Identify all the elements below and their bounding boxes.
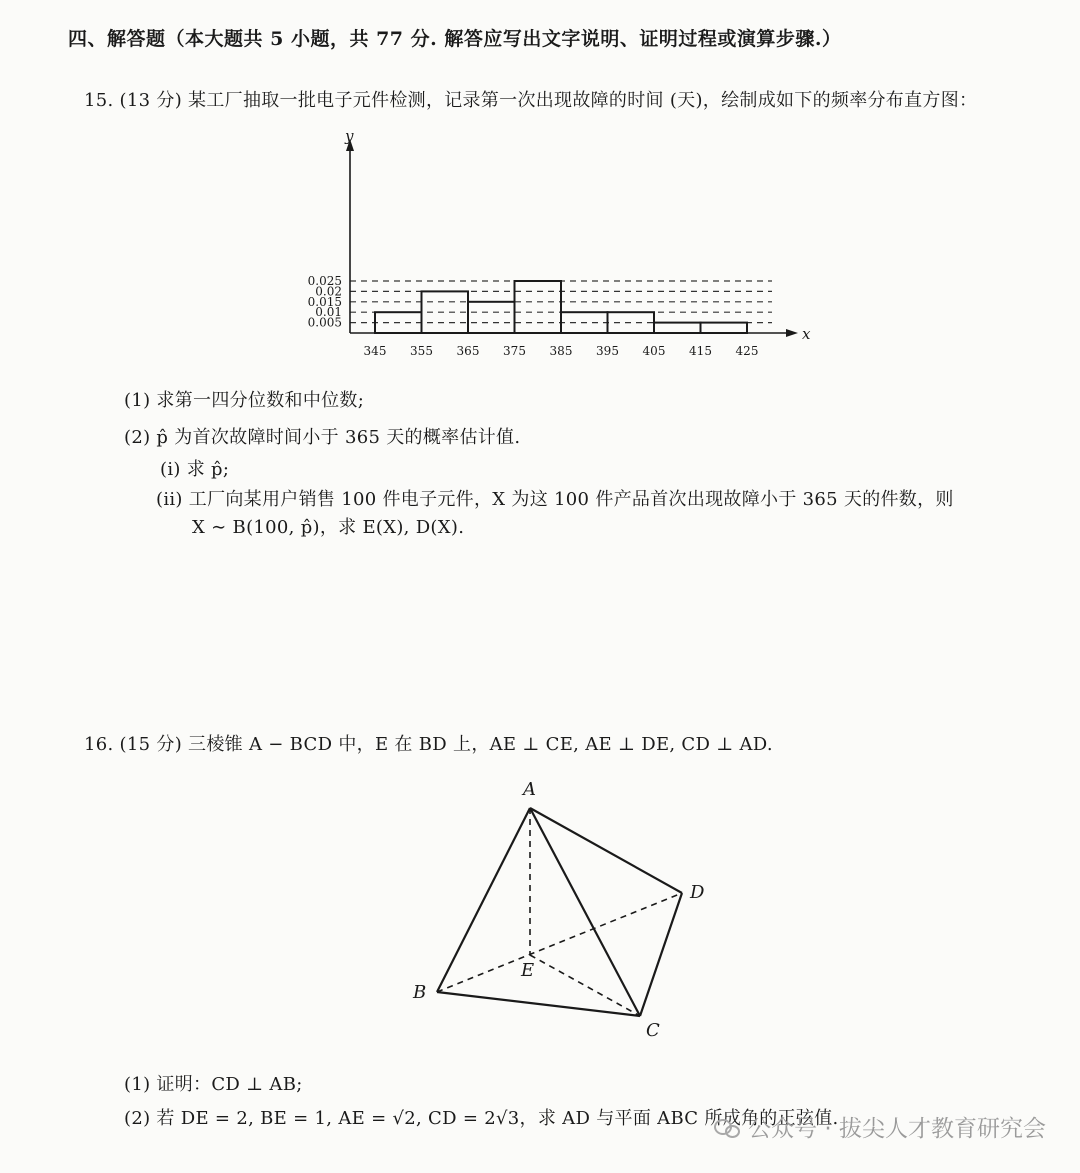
histogram-chart <box>290 125 820 370</box>
edge-bd-hidden <box>437 893 682 992</box>
label-c: C <box>646 1020 660 1041</box>
histogram-bar <box>654 323 701 333</box>
y-tick-label: 0.01 <box>315 305 342 320</box>
y-axis-label: y <box>345 127 354 145</box>
x-tick-label: 355 <box>410 344 433 358</box>
q16-part1: (1) 证明：CD ⊥ AB; <box>124 1074 303 1095</box>
x-axis-arrow <box>786 329 798 337</box>
x-tick-label: 405 <box>642 344 666 358</box>
x-tick-label: 375 <box>503 344 526 358</box>
wechat-icon <box>714 1117 740 1137</box>
axes <box>346 139 798 337</box>
edge-cd <box>640 893 682 1016</box>
x-tick-label: 415 <box>689 344 712 358</box>
label-a: A <box>523 779 536 800</box>
y-tick-label: 0.005 <box>307 315 342 330</box>
histogram-bar <box>701 323 748 333</box>
x-axis-label: x <box>802 325 811 343</box>
label-e: E <box>521 960 535 981</box>
q16-part2: (2) 若 DE = 2, BE = 1, AE = √2, CD = 2√3，求 AD 与平面 ABC 所成角的正弦值. <box>124 1108 839 1129</box>
watermark-text: 公众号 · 拔尖人才教育研究会 <box>748 1116 1046 1142</box>
section-title: 四、解答题（本大题共 5 小题，共 77 分. 解答应写出文字说明、证明过程或演算步骤.） <box>68 28 842 50</box>
histogram-bar <box>468 302 515 333</box>
label-b: B <box>413 982 427 1003</box>
q15-part1: (1) 求第一四分位数和中位数; <box>124 390 365 411</box>
edge-bc <box>437 992 640 1016</box>
watermark <box>714 1110 1046 1143</box>
y-tick-label: 0.02 <box>315 284 342 299</box>
x-tick-label: 385 <box>549 344 573 358</box>
q16-stem: 16. (15 分) 三棱锥 A − BCD 中，E 在 BD 上，AE ⊥ CE, AE ⊥ DE, CD ⊥ AD. <box>84 734 773 755</box>
y-tick-label: 0.015 <box>307 294 342 309</box>
q15-part2-i: (i) 求 p̂; <box>160 459 230 480</box>
q15-part2-ii-line2: X ∼ B(100, p̂)，求 E(X), D(X). <box>192 517 465 538</box>
x-tick-label: 345 <box>363 344 387 358</box>
histogram-bar <box>515 281 562 333</box>
x-tick-label: 425 <box>735 344 759 358</box>
histogram-bars <box>375 281 747 333</box>
q15-stem: 15. (13 分) 某工厂抽取一批电子元件检测，记录第一次出现故障的时间 (天)，绘制成如下的频率分布直方图： <box>84 90 978 111</box>
x-tick-label: 395 <box>596 344 619 358</box>
label-d: D <box>690 882 705 903</box>
edge-ab <box>437 808 530 992</box>
tetrahedron-figure <box>400 770 730 1045</box>
y-tick-label: 0.025 <box>307 274 342 288</box>
q15-part2: (2) p̂ 为首次故障时间小于 365 天的概率估计值. <box>124 427 521 448</box>
q15-part2-ii-line1: (ii) 工厂向某用户销售 100 件电子元件，X 为这 100 件产品首次出现故障小于 365 天的件数，则 <box>156 489 954 510</box>
x-tick-label: 365 <box>456 344 480 358</box>
